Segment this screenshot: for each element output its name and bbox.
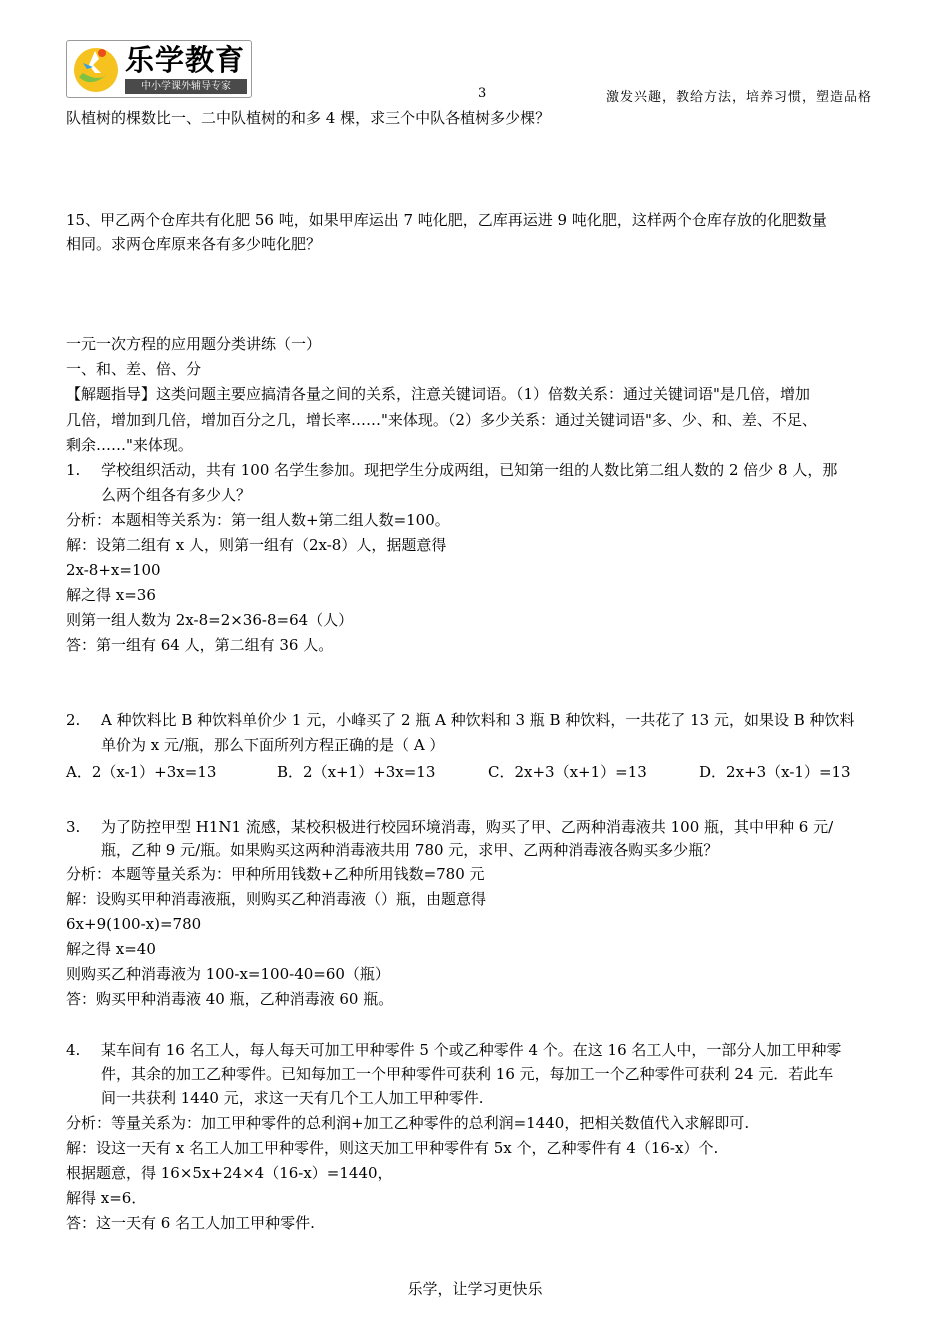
option-c: C．2x+3（x+1）=13: [488, 763, 647, 781]
question-1-line-1: 学校组织活动，共有 100 名学生参加。现把学生分成两组，已知第一组的人数比第二组人数的 2 倍少 8 人，那: [101, 461, 838, 479]
q3-equation: 6x+9(100-x)=780: [66, 915, 202, 933]
logo: [66, 40, 252, 98]
logo-emblem-icon: [69, 43, 123, 95]
q4-analysis: 分析：等量关系为：加工甲种零件的总利润+加工乙种零件的总利润=1440，把相关数值代入求解即可.: [66, 1114, 750, 1132]
question-3-line-1: 为了防控甲型 H1N1 流感，某校积极进行校园环境消毒，购买了甲、乙两种消毒液共 100 瓶，其中甲种 6 元/: [101, 818, 834, 836]
question-4-line-2: 件，其余的加工乙种零件。已知每加工一个甲种零件可获利 16 元，每加工一个乙种零件可获利 24 元．若此车: [101, 1065, 834, 1083]
question-3-number: 3.: [66, 818, 81, 836]
logo-subtitle: 中小学课外辅导专家: [125, 79, 247, 94]
q1-compute: 则第一组人数为 2x-8=2×36-8=64（人）: [66, 611, 354, 629]
question-4-number: 4.: [66, 1041, 81, 1059]
q4-answer: 答：这一天有 6 名工人加工甲种零件.: [66, 1214, 315, 1232]
question-4-line-1: 某车间有 16 名工人，每人每天可加工甲种零件 5 个或乙种零件 4 个。在这 16 名工人中，一部分人加工甲种零: [101, 1041, 842, 1059]
page-number: 3: [478, 86, 487, 101]
question-4-line-3: 间一共获利 1440 元，求这一天有几个工人加工甲种零件.: [101, 1089, 484, 1107]
q3-compute: 则购买乙种消毒液为 100-x=100-40=60（瓶）: [66, 965, 390, 983]
q3-analysis: 分析：本题等量关系为：甲种所用钱数+乙种所用钱数=780 元: [66, 865, 485, 883]
guide-line-1: 【解题指导】这类问题主要应搞清各量之间的关系，注意关键词语。（1）倍数关系：通过关键词语"是几倍，增加: [66, 385, 810, 403]
q1-analysis: 分析：本题相等关系为：第一组人数+第二组人数=100。: [66, 511, 450, 529]
q1-solve: 解之得 x=36: [66, 586, 156, 604]
question-2-number: 2.: [66, 711, 81, 729]
question-15-line-1: 15、甲乙两个仓库共有化肥 56 吨，如果甲库运出 7 吨化肥，乙库再运进 9 吨化肥，这样两个仓库存放的化肥数量: [66, 211, 827, 229]
q4-solution: 解：设这一天有 x 名工人加工甲种零件，则这天加工甲种零件有 5x 个，乙种零件有 4（16-x）个.: [66, 1139, 719, 1157]
q4-solve: 解得 x=6．: [66, 1189, 147, 1207]
q3-solve: 解之得 x=40: [66, 940, 156, 958]
text-line: 队植树的棵数比一、二中队植树的和多 4 棵，求三个中队各植树多少棵？: [66, 109, 551, 127]
q3-solution: 解：设购买甲种消毒液瓶，则购买乙种消毒液（）瓶，由题意得: [66, 890, 487, 908]
option-a: A．2（x-1）+3x=13: [66, 763, 217, 781]
q1-equation: 2x-8+x=100: [66, 561, 161, 579]
option-d: D．2x+3（x-1）=13: [699, 763, 851, 781]
section-title: 一元一次方程的应用题分类讲练（一）: [66, 335, 322, 353]
guide-line-3: 剩余……"来体现。: [66, 436, 193, 454]
q1-answer: 答：第一组有 64 人，第二组有 36 人。: [66, 636, 334, 654]
question-15-line-2: 相同。求两仓库原来各有多少吨化肥？: [66, 235, 322, 253]
question-1-line-2: 么两个组各有多少人？: [101, 486, 252, 504]
subsection-title: 一、和、差、倍、分: [66, 360, 202, 378]
logo-title: 乐学教育: [125, 43, 246, 77]
guide-line-2: 几倍，增加到几倍，增加百分之几，增长率……"来体现。（2）多少关系：通过关键词语"多、少、和、差、不足、: [66, 411, 817, 429]
question-2-line-2: 单价为 x 元/瓶，那么下面所列方程正确的是（ A ）: [101, 736, 445, 754]
question-3-line-2: 瓶，乙种 9 元/瓶。如果购买这两种消毒液共用 780 元，求甲、乙两种消毒液各购买多少瓶？: [101, 841, 719, 859]
option-b: B．2（x+1）+3x=13: [277, 763, 436, 781]
q4-equation: 根据题意，得 16×5x+24×4（16-x）=1440，: [66, 1164, 393, 1182]
header-motto: 激发兴趣，教给方法，培养习惯，塑造品格: [606, 90, 873, 105]
question-2-line-1: A 种饮料比 B 种饮料单价少 1 元，小峰买了 2 瓶 A 种饮料和 3 瓶 B 种饮料，一共花了 13 元，如果设 B 种饮料: [101, 711, 855, 729]
q3-answer: 答：购买甲种消毒液 40 瓶，乙种消毒液 60 瓶。: [66, 990, 394, 1008]
page-footer: 乐学，让学习更快乐: [407, 1280, 543, 1298]
q1-solution: 解：设第二组有 x 人，则第一组有（2x-8）人，据题意得: [66, 536, 447, 554]
question-1-number: 1.: [66, 461, 81, 479]
